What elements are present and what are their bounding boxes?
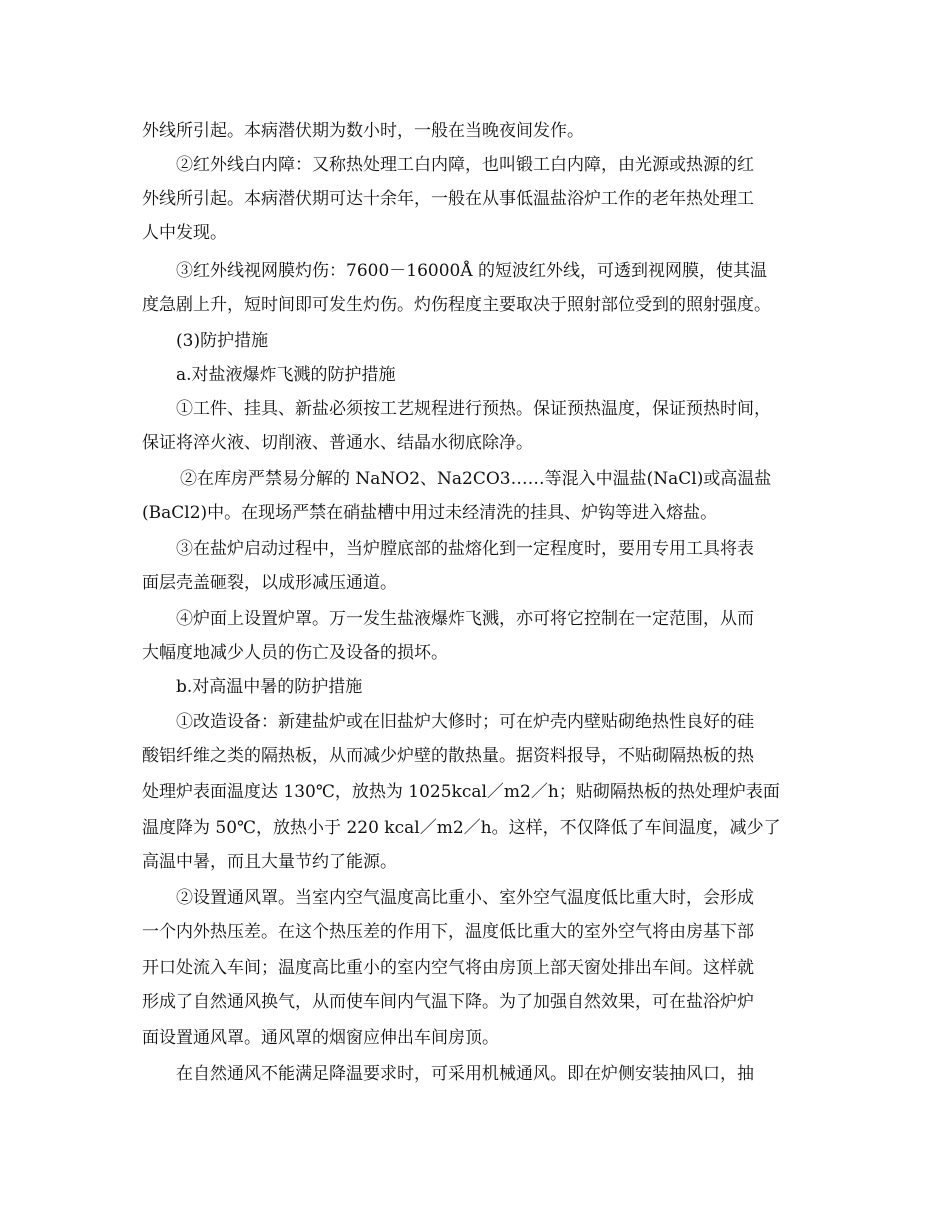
text-line: 在自然通风不能满足降温要求时，可采用机械通风。即在炉侧安装抽风口，抽 (176, 1064, 754, 1084)
text-line: 处理炉表面温度达 130℃，放热为 1025kcal／m2／h；贴砌隔热板的热处理炉表面 (142, 782, 780, 802)
text-line: 外线所引起。本病潜伏期为数小时，一般在当晚夜间发作。 (142, 121, 584, 141)
text-line: 一个内外热压差。在这个热压差的作用下，温度低比重大的室外空气将由房基下部 (142, 922, 754, 942)
text-line: 开口处流入车间；温度高比重小的室内空气将由房顶上部天窗处排出车间。这样就 (142, 958, 754, 978)
text-line: ②红外线白内障：又称热处理工白内障，也叫锻工白内障，由光源或热源的红 (176, 155, 754, 175)
subsection-heading: b.对高温中暑的防护措施 (176, 677, 363, 697)
text-line: 面层壳盖砸裂，以成形减压通道。 (142, 573, 397, 593)
text-line: 人中发现。 (142, 223, 227, 243)
text-line: 面设置通风罩。通风罩的烟窗应伸出车间房顶。 (142, 1028, 499, 1048)
text-line: 大幅度地减少人员的伤亡及设备的损坏。 (142, 643, 448, 663)
text-line: ③红外线视网膜灼伤：7600－16000Å 的短波红外线，可透到视网膜，使其温 (176, 261, 768, 281)
text-line: ①改造设备：新建盐炉或在旧盐炉大修时；可在炉壳内壁贴砌绝热性良好的硅 (176, 712, 754, 732)
text-line: 保证将淬火液、切削液、普通水、结晶水彻底除净。 (142, 433, 533, 453)
text-line: ③在盐炉启动过程中，当炉膛底部的盐熔化到一定程度时，要用专用工具将表 (176, 539, 754, 559)
text-line: 度急剧上升，短时间即可发生灼伤。灼伤程度主要取决于照射部位受到的照射强度。 (142, 295, 771, 315)
section-heading: (3)防护措施 (176, 331, 269, 351)
text-line: ②在库房严禁易分解的 NaNO2、Na2CO3……等混入中温盐(NaCl)或高温盐 (180, 469, 772, 489)
subsection-heading: a.对盐液爆炸飞溅的防护措施 (176, 365, 396, 385)
text-line: ②设置通风罩。当室内空气温度高比重小、室外空气温度低比重大时，会形成 (176, 888, 754, 908)
text-line: 温度降为 50℃，放热小于 220 kcal／m2／h。这样，不仅降低了车间温度，减少了 (142, 818, 781, 838)
text-line: ④炉面上设置炉罩。万一发生盐液爆炸飞溅，亦可将它控制在一定范围，从而 (176, 609, 754, 629)
text-line: (BaCl2)中。在现场严禁在硝盐槽中用过未经清洗的挂具、炉钩等进入熔盐。 (142, 503, 718, 523)
text-line: 高温中暑，而且大量节约了能源。 (142, 852, 397, 872)
text-line: ①工件、挂具、新盐必须按工艺规程进行预热。保证预热温度，保证预热时间， (176, 399, 771, 419)
text-line: 形成了自然通风换气，从而使车间内气温下降。为了加强自然效果，可在盐浴炉炉 (142, 992, 754, 1012)
text-line: 酸铝纤维之类的隔热板，从而减少炉壁的散热量。据资料报导，不贴砌隔热板的热 (142, 746, 754, 766)
text-line: 外线所引起。本病潜伏期可达十余年，一般在从事低温盐浴炉工作的老年热处理工 (142, 189, 754, 209)
